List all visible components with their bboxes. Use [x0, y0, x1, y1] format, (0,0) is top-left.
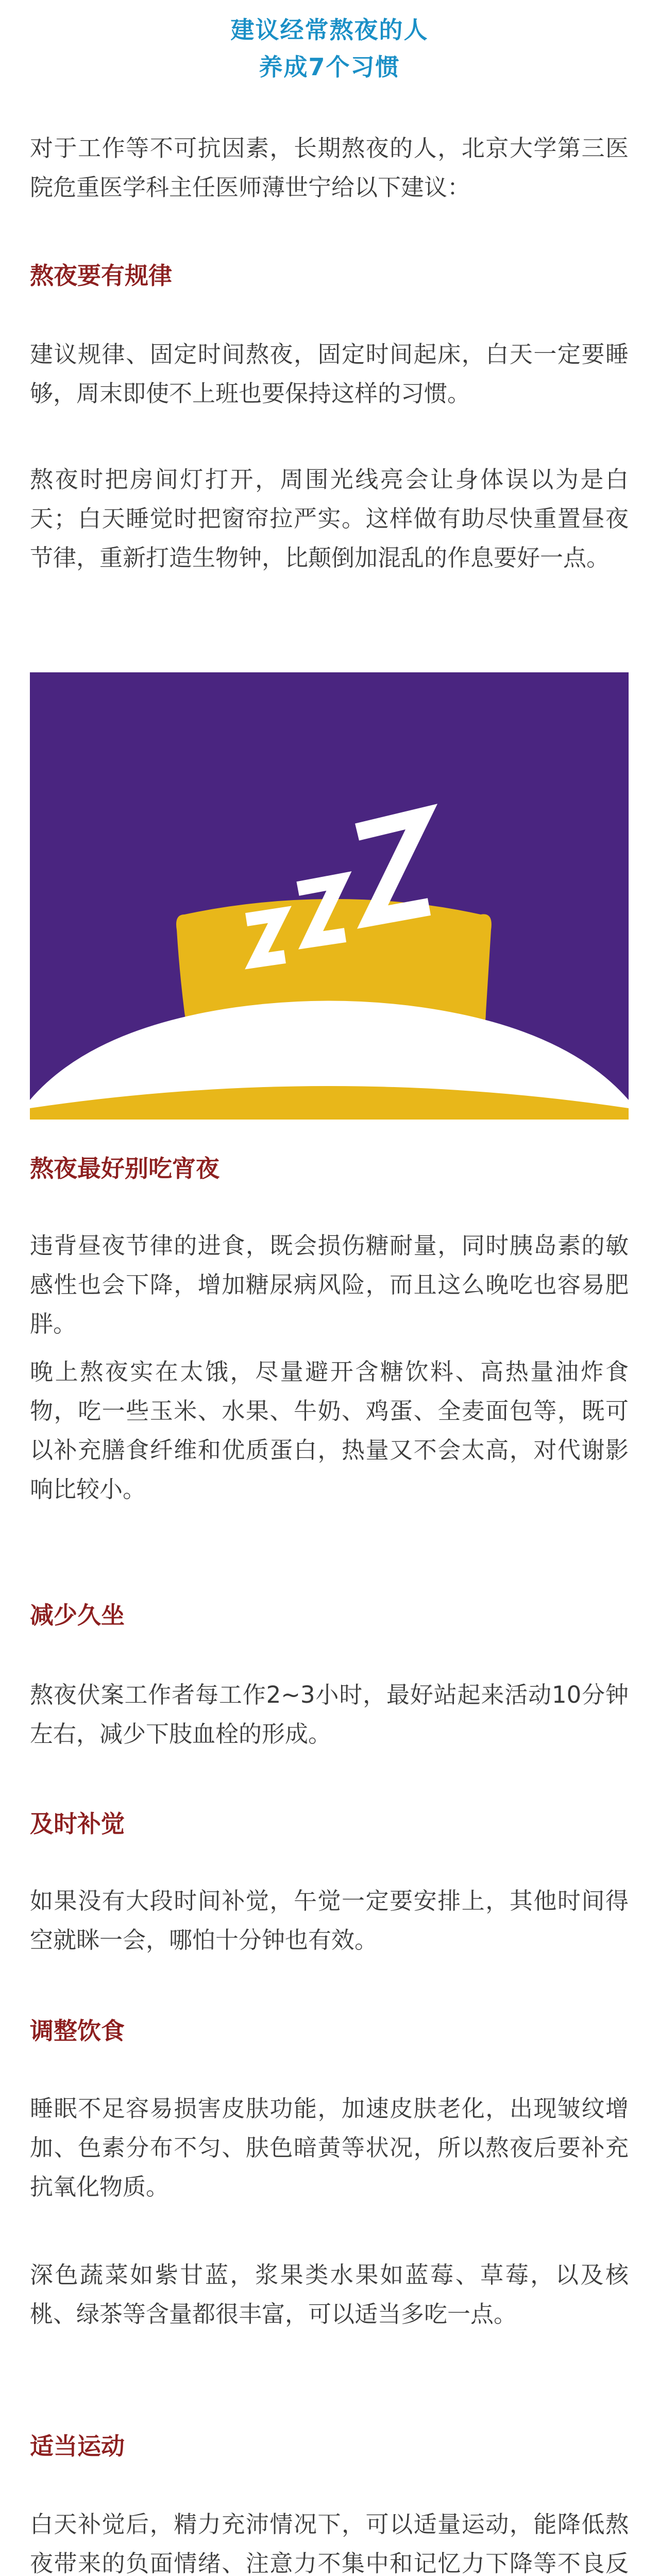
sleep-illustration [30, 672, 629, 1120]
section-paragraph: 熬夜伏案工作者每工作2~3小时，最好站起来活动10分钟左右，减少下肢血栓的形成。 [30, 1681, 629, 1748]
section-heading-regular-late-nights: 熬夜要有规律 [30, 262, 172, 290]
section-paragraph: 建议规律、固定时间熬夜，固定时间起床，白天一定要睡够，周末即使不上班也要保持这样的习惯。 [30, 341, 629, 407]
section-paragraph: 违背昼夜节律的进食，既会损伤糖耐量，同时胰岛素的敏感性也会下降，增加糖尿病风险，而且这么晚吃也容易肥胖。 [30, 1232, 629, 1337]
sleep-pillow-zzz-icon [30, 672, 629, 1120]
section-paragraph: 睡眠不足容易损害皮肤功能，加速皮肤老化，出现皱纹增加、色素分布不匀、肤色暗黄等状况，所以熬夜后要补充抗氧化物质。 [30, 2095, 629, 2200]
section-heading-reduce-sitting: 减少久坐 [30, 1601, 125, 1629]
title-line-1: 建议经常熬夜的人 [230, 16, 429, 44]
section-paragraph: 熬夜时把房间灯打开，周围光线亮会让身体误以为是白天；白天睡觉时把窗帘拉严实。这样做有助尽快重置昼夜节律，重新打造生物钟，比颠倒加混乱的作息要好一点。 [30, 466, 629, 571]
section-paragraph: 晚上熬夜实在太饿，尽量避开含糖饮料、高热量油炸食物，吃一些玉米、水果、牛奶、鸡蛋、全麦面包等，既可以补充膳食纤维和优质蛋白，热量又不会太高，对代谢影响比较小。 [30, 1358, 629, 1503]
section-paragraph: 如果没有大段时间补觉，午觉一定要安排上，其他时间得空就眯一会，哪怕十分钟也有效。 [30, 1887, 629, 1954]
section-paragraph: 深色蔬菜如紫甘蓝，浆果类水果如蓝莓、草莓，以及核桃、绿茶等含量都很丰富，可以适当多吃一点。 [30, 2261, 629, 2328]
section-heading-adjust-diet: 调整饮食 [30, 2017, 125, 2045]
intro-paragraph: 对于工作等不可抗因素，长期熬夜的人，北京大学第三医院危重医学科主任医师薄世宁给以下建议： [30, 134, 629, 201]
section-heading-moderate-exercise: 适当运动 [30, 2432, 125, 2460]
title-line-2: 养成7个习惯 [259, 53, 400, 81]
section-paragraph: 白天补觉后，精力充沛情况下，可以适量运动，能降低熬夜带来的负面情绪、注意力不集中和记忆力下降等不良反 [30, 2511, 629, 2576]
section-heading-catch-up-sleep: 及时补觉 [30, 1810, 125, 1838]
section-heading-no-late-snacks: 熬夜最好别吃宵夜 [30, 1155, 219, 1182]
article-title [0, 11, 659, 86]
